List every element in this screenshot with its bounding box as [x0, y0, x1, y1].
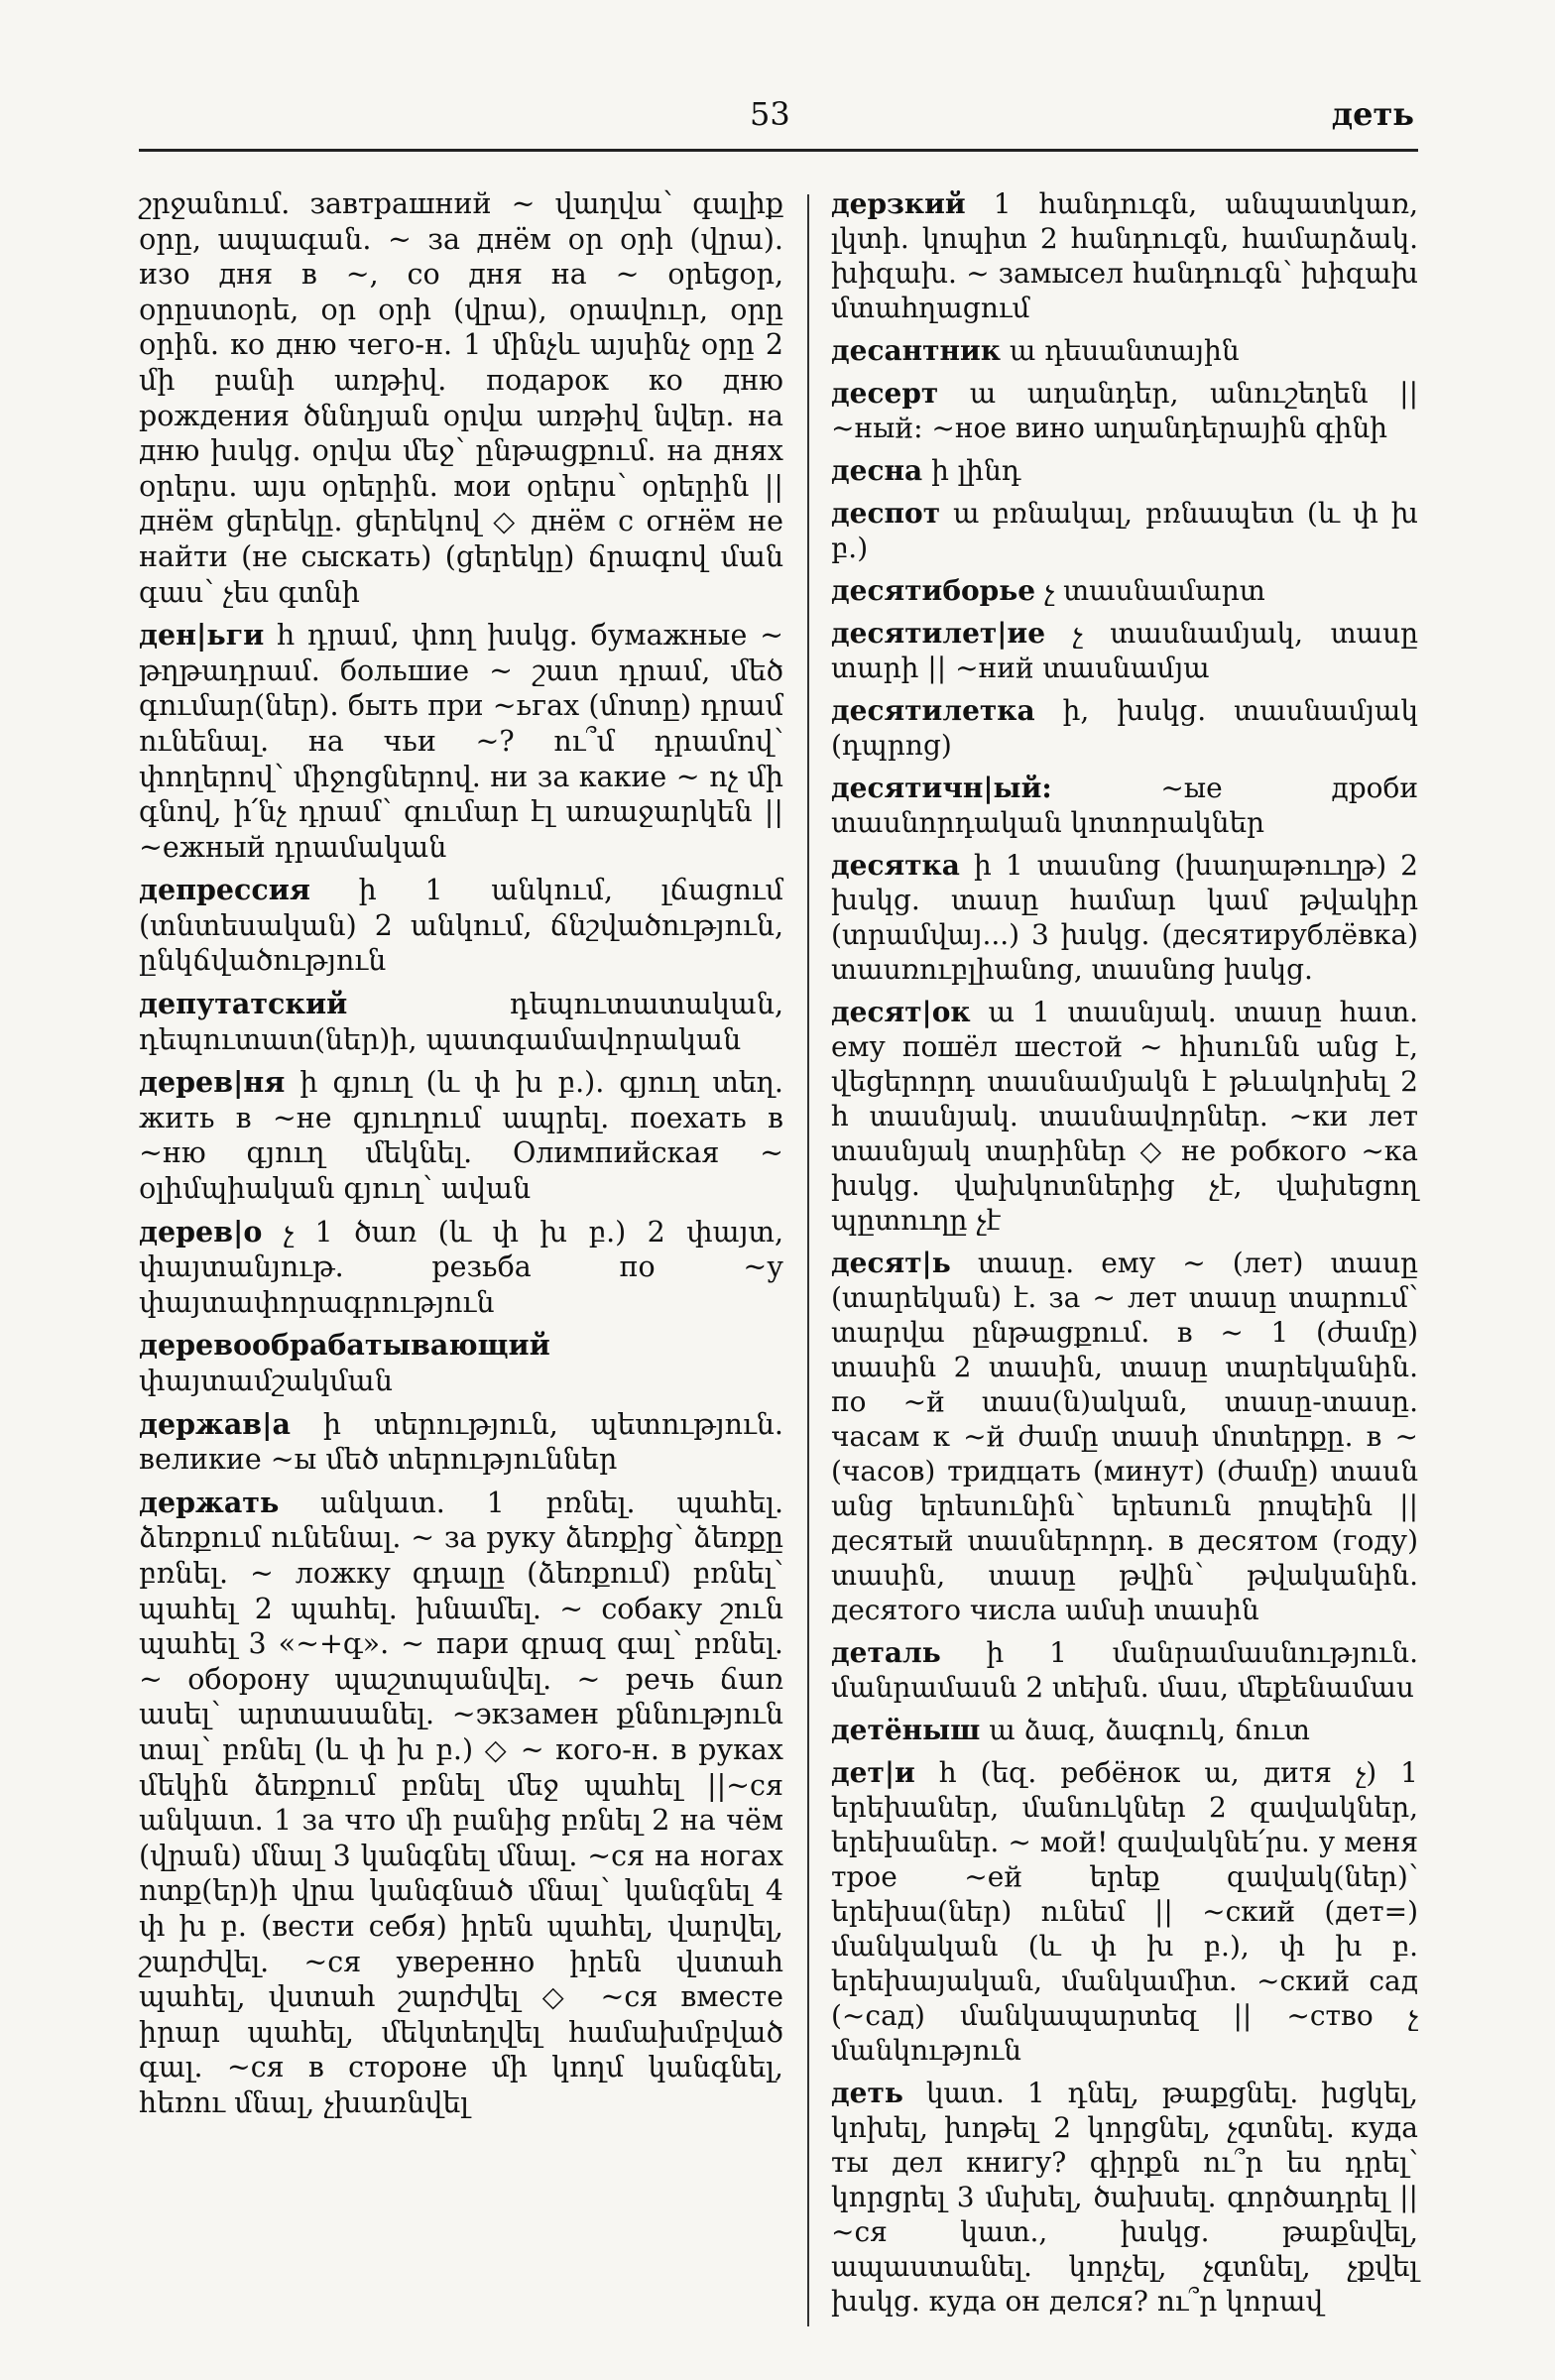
- entry-definition: ի գյուղ (և փ խ բ.). գյուղ տեղ. жить в ~не գյուղում ապրել. поехать в ~ню գյուղ մեկնել. Олимпийская ~ օլիմպիական գյուղ՝ ավան: [139, 1066, 783, 1206]
- entry-definition: չ տասնամարտ: [1043, 574, 1265, 607]
- dictionary-entry: [831, 496, 1418, 565]
- dictionary-entry: [831, 1246, 1418, 1627]
- entry-definition: ի 1 մանրամասնություն. մանրամասն 2 տեխն. մաս, մեքենամաս: [831, 1636, 1419, 1704]
- entry-headword: деть: [831, 2077, 903, 2109]
- entry-headword: десят|ок: [831, 996, 971, 1028]
- entry-headword: деталь: [831, 1636, 941, 1669]
- entry-definition: ի, խսկց. տասնամյակ (դպրոց): [831, 694, 1418, 762]
- dictionary-entry: [139, 1215, 783, 1321]
- entry-headword: десятилет|ие: [831, 617, 1046, 650]
- entry-definition: շրջանում. завтрашний ~ վաղվա՝ գալիք օրը, ապագան. ~ за днём օր օրի (վրա). изо дня в ~, со дня на ~ օրեցօր, օրըստօրե, օր օրի (վրա), օրավուր, օրը օրին. ко дню чего-н. 1 մինչև այսինչ օրը 2 մի բանի առթիվ. подарок ко дню рождения ծննդյան օրվա առթիվ նվեր. на дню խսկց. օրվա մեջ՝ ընթացքում. на днях օրերս. այս օրերին. мои օրերս՝ օրերին || днём ցերեկը. ցերեկով ◇ днём с огнём не найти (не сыскать) (ցերեկը) ճրագով ման գաս՝ չես գտնի: [139, 187, 783, 609]
- entry-definition: չ տասնամյակ, տասը տարի || ~ний տասնամյա: [831, 617, 1418, 684]
- dictionary-entry: [831, 693, 1418, 763]
- entry-definition: դեպուտատական, դեպուտատ(ներ)ի, պատգամավորական: [139, 988, 783, 1056]
- entry-definition: ~ые дроби տասնորդական կոտորակներ: [831, 772, 1418, 839]
- dictionary-entry: [831, 2076, 1418, 2319]
- dictionary-entry: [831, 333, 1418, 368]
- entry-headword: дерев|о: [139, 1214, 263, 1249]
- entry-definition: ի 1 անկում, լճացում (տնտեսական) 2 անկում, ճնշվածություն, ընկճվածություն: [139, 874, 784, 978]
- entry-definition: տասը. ему ~ (лет) տասը (տարեկան) է. за ~ лет տասը տարում՝ տարվա ընթացքում. в ~ 1 (ժամը) տասին 2 տասին, տասը տարեկանին. по ~й տաս(ն)ական, տասը-տասը. часам к ~й ժամը տասի մոտերքը. в ~ (часов) тридцать (минут) (ժամը) տասն անց երեսունին՝ երեսուն րոպեին || десятый տասներորդ. в десятом (году) տասին, տասը թվին՝ թվականին. десятого числа ամսի տասին: [831, 1247, 1419, 1626]
- dictionary-entry: [831, 186, 1418, 325]
- entry-definition: հ (եզ. ребёнок ա, дитя չ) 1 երեխաներ, մանուկներ 2 զավակներ, երեխաներ. ~ мой! զավակնե՛րս. у меня трое ~ей երեք զավակ(ներ)՝ երեխա(ներ) ունեմ || ~ский (дет=) մանկական (և փ խ բ.), փ խ բ. երեխայական, մանկամիտ. ~ский сад (~сад) մանկապարտեզ || ~ство չ մանկություն: [831, 1756, 1418, 2067]
- entry-headword: ден|ьги: [139, 618, 265, 653]
- entry-definition: փայտամշակման: [139, 1365, 393, 1397]
- page-number: 53: [750, 95, 790, 133]
- entry-headword: десна: [831, 454, 923, 487]
- right-column: [831, 186, 1418, 2326]
- entry-headword: десятка: [831, 849, 960, 882]
- dictionary-entry: [139, 987, 783, 1057]
- entry-definition: կատ. 1 դնել, թաքցնել. խցկել, կոխել, խոթել 2 կորցնել, չգտնել. куда ты дел книгу? գիրքն ու՞ր ես դրել՝ կորցրել 3 մսխել, ծախսել. գործադրել || ~ся կատ., խսկց. թաքնվել, ապաստանել. կորչել, չգտնել, չքվել խսկց. куда он делся? ու՞ր կորավ: [831, 2077, 1419, 2318]
- column-divider: [807, 194, 809, 2326]
- entry-definition: ա 1 տասնյակ. տասը հատ. ему пошёл шестой ~ հիսունն անց է, վեցերորդ տասնամյակն է թևակոխել 2 հ տասնյակ. տասնավորներ. ~ки лет տասնյակ տարիներ ◇ не робкого ~ка խսկց. վախկոտներից չէ, վախեցող պըտուղը չէ: [831, 996, 1418, 1237]
- entry-headword: детёныш: [831, 1714, 981, 1746]
- page-header: [0, 95, 1555, 135]
- entry-headword: деревообрабатывающий: [139, 1328, 550, 1363]
- entry-headword: десятиборье: [831, 574, 1036, 607]
- entry-headword: держав|а: [139, 1406, 291, 1441]
- dictionary-entry: [831, 616, 1418, 685]
- dictionary-entry: [139, 1486, 783, 2121]
- entry-definition: ի 1 տասնոց (խաղաթուղթ) 2 խսկց. տասը համար կամ թվակիր (տրամվայ...) 3 խսկց. (десятирублёвка) տասռուբլիանոց, տասնոց խսկց.: [831, 849, 1418, 986]
- dictionary-entry: [139, 1328, 783, 1398]
- entry-headword: деспот: [831, 497, 941, 530]
- entry-headword: десерт: [831, 377, 939, 410]
- entry-headword: десят|ь: [831, 1247, 951, 1279]
- dictionary-entry: [831, 995, 1418, 1238]
- dictionary-entry: [831, 453, 1418, 488]
- dictionary-entry: [139, 873, 783, 979]
- dictionary-entry: [831, 1635, 1418, 1705]
- entry-headword: десятилетка: [831, 694, 1035, 727]
- entry-headword: дерзкий: [831, 187, 966, 220]
- entry-definition: ա դեսանտային: [1009, 334, 1240, 367]
- entry-definition: ա բռնակալ, բռնապետ (և փ խ բ.): [831, 497, 1419, 564]
- dictionary-entry: [139, 618, 783, 865]
- dictionary-entry: [831, 771, 1418, 840]
- entry-headword: держать: [139, 1485, 280, 1519]
- entry-headword: десятичн|ый:: [831, 772, 1052, 804]
- dictionary-entry: [139, 186, 783, 610]
- entry-headword: депутатский: [139, 987, 348, 1021]
- dictionary-entry: [831, 1755, 1418, 2068]
- dictionary-entry: [831, 848, 1418, 987]
- running-head: деть: [1331, 95, 1414, 133]
- entry-headword: десантник: [831, 334, 1001, 367]
- entry-headword: депрессия: [139, 873, 310, 907]
- entry-definition: անկատ. 1 բռնել. պահել. ձեռքում ունենալ. ~ за руку ձեռքից՝ ձեռքը բռնել. ~ ложку գդալը (ձեռքում) բռնել՝ պահել 2 պահել. խնամել. ~ собаку շուն պահել 3 «~+գ». ~ пари գրազ գալ՝ բռնել. ~ оборону պաշտպանվել. ~ речь ճառ ասել՝ արտասանել. ~экзамен քննություն տալ՝ բռնել (և փ խ բ.) ◇ ~ кого-н. в руках մեկին ձեռքում բռնել մեջ պահել ||~ся անկատ. 1 за что մի բանից բռնել 2 на чём (վրան) մնալ 3 կանգնել մնալ. ~ся на ногах ոտք(եր)ի վրա կանգնած մնալ՝ կանգնել 4 փ խ բ. (вести себя) իրեն պահել, վարվել, շարժվել. ~ся уверенно իրեն վստահ պահել, վստահ շարժվել ◇ ~ся вместе իրար պահել, մեկտեղվել համախմբված գալ. ~ся в стороне մի կողմ կանգնել, հեռու մնալ, չխառնվել: [139, 1486, 784, 2119]
- entry-definition: ի տերություն, պետություն. великие ~ы մեծ տերություններ: [139, 1407, 783, 1477]
- left-column: [139, 186, 783, 2128]
- entry-headword: дет|и: [831, 1756, 915, 1789]
- entry-definition: չ 1 ծառ (և փ խ բ.) 2 փայտ, փայտանյութ. резьба по ~у փայտափորագրություն: [139, 1215, 783, 1319]
- dictionary-entry: [139, 1065, 783, 1206]
- entry-headword: дерев|ня: [139, 1065, 286, 1100]
- entry-definition: 1 հանդուգն, անպատկառ, լկտի. կոպիտ 2 հանդուգն, համարձակ. խիզախ. ~ замысел հանդուգն՝ խիզախ մտահղացում: [831, 187, 1418, 324]
- entry-definition: ա ձագ, ձագուկ, ճուտ: [989, 1714, 1310, 1746]
- header-rule: [139, 149, 1418, 152]
- entry-definition: ի լինդ: [931, 454, 1021, 487]
- dictionary-entry: [831, 1713, 1418, 1747]
- entry-definition: ա աղանդեր, անուշեղեն || ~ный: ~ное вино աղանդերային գինի: [831, 377, 1419, 444]
- dictionary-entry: [831, 573, 1418, 608]
- entry-definition: հ դրամ, փող խսկց. бумажные ~ թղթադրամ. большие ~ շատ դրամ, մեծ գումար(ներ). быть при ~ьгах (մոտը) դրամ ունենալ. на чьи ~? ու՞մ դրամով՝ փողերով՝ միջոցներով. ни за какие ~ ոչ մի գնով, ի՛նչ դրամ՝ գումար էլ առաջարկեն || ~ежный դրամական: [139, 619, 783, 864]
- dictionary-entry: [831, 376, 1418, 445]
- dictionary-entry: [139, 1407, 783, 1478]
